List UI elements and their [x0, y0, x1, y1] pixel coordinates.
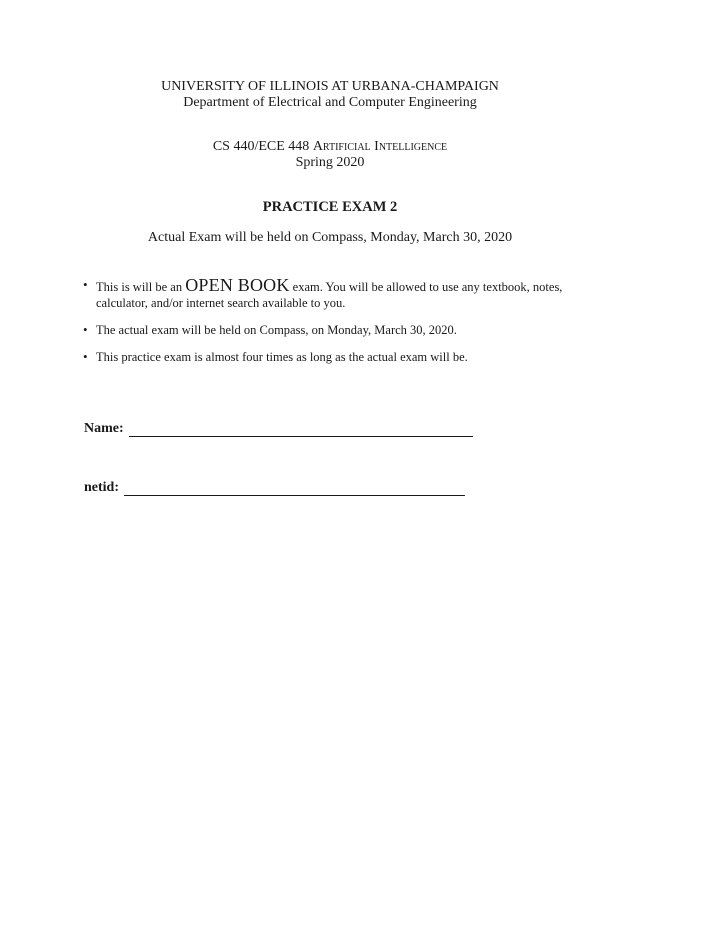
- course-title: [0, 139, 660, 155]
- semester: Spring 2020: [295, 155, 365, 170]
- open-book-emphasis: OPEN BOOK: [185, 275, 290, 295]
- instruction-1-suffix: exam. You will be allowed to use any textbook, notes, calculator, and/or internet search available to you.: [96, 280, 563, 310]
- instruction-1-prefix: This is will be an: [96, 280, 183, 294]
- course-name: Artificial Intelligence: [312, 139, 448, 154]
- instruction-item: [83, 349, 603, 365]
- instruction-item: [83, 322, 603, 338]
- bullet-icon: •: [83, 277, 88, 292]
- bullet-icon: •: [83, 322, 88, 337]
- exam-title: PRACTICE EXAM 2: [262, 199, 398, 215]
- instruction-2: The actual exam will be held on Compass, on Monday, March 30, 2020.: [96, 323, 457, 337]
- instruction-3: This practice exam is almost four times as long as the actual exam will be.: [96, 350, 468, 364]
- instructions-list: [83, 277, 603, 376]
- netid-blank-line[interactable]: [124, 483, 465, 496]
- name-field: [84, 421, 473, 437]
- department-name: Department of Electrical and Computer Engineering: [183, 95, 477, 110]
- exam-subtitle: Actual Exam will be held on Compass, Monday, March 30, 2020: [147, 230, 513, 245]
- name-blank-line[interactable]: [129, 424, 473, 437]
- name-label: Name:: [84, 421, 124, 436]
- university-name: UNIVERSITY OF ILLINOIS AT URBANA-CHAMPAIGN: [161, 79, 499, 94]
- course-prefix: CS 440/ECE 448: [212, 139, 313, 154]
- netid-label: netid:: [84, 480, 119, 495]
- netid-field: [84, 480, 465, 496]
- bullet-icon: •: [83, 349, 88, 364]
- instruction-item: [83, 277, 603, 311]
